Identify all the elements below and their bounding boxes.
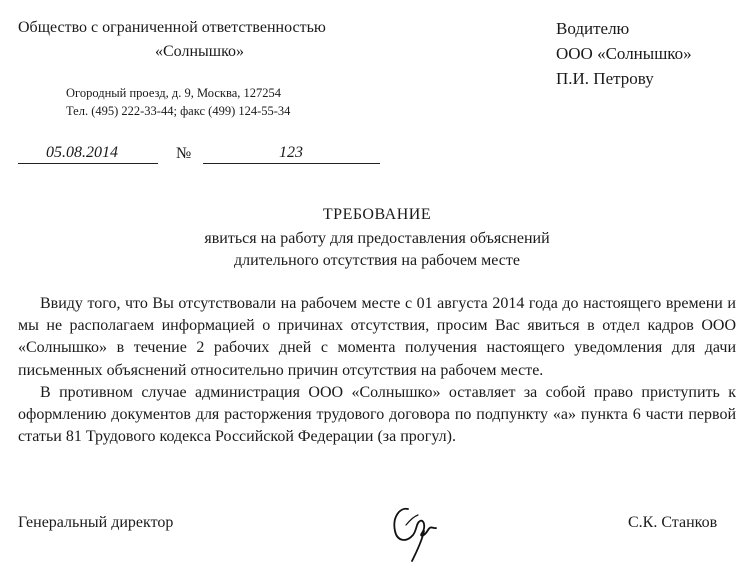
document-title: ТРЕБОВАНИЕ <box>322 206 432 223</box>
document-subtitle-line1: явиться на работу для предоставления объяснений <box>204 230 550 247</box>
document-body <box>18 293 736 448</box>
body-paragraph: Ввиду того, что Вы отсутствовали на рабочем месте с 01 августа 2014 года до настоящего времени и мы не располагаем информацией о причинах отсутствия, просим Вас явиться в отдел кадров ООО «Солнышко» в течение 2 рабочих дней с момента получения настоящего уведомления для дачи письменных объяснений относительно причин отсутствия на рабочем месте. <box>18 295 736 379</box>
document-date: 05.08.2014 <box>46 144 118 161</box>
document-date-field <box>18 144 158 164</box>
body-paragraph: В противном случае администрация ООО «Солнышко» оставляет за собой право приступить к оформлению документов для расторжения трудового договора по подпункту «а» пункта 6 части первой статьи 81 Трудового кодекса Российской Федерации (за прогул). <box>18 383 736 446</box>
organization-short-name: «Солнышко» <box>155 43 245 60</box>
signer-name: С.К. Станков <box>628 514 718 531</box>
addressee-company: ООО «Солнышко» <box>556 44 692 63</box>
number-sign: № <box>176 145 192 162</box>
document-number: 123 <box>279 144 303 161</box>
signer-role: Генеральный директор <box>18 514 174 531</box>
organization-name: Общество с ограниченной ответственностью <box>18 19 326 36</box>
handwritten-signature <box>386 497 446 567</box>
organization-address: Огородный проезд, д. 9, Москва, 127254 <box>66 86 281 100</box>
addressee-name: П.И. Петрову <box>556 69 654 88</box>
organization-contacts: Тел. (495) 222-33-44; факс (499) 124-55-34 <box>66 104 291 118</box>
addressee-position: Водителю <box>556 19 630 38</box>
document-number-field <box>203 144 380 164</box>
document-subtitle-line2: длительного отсутствия на рабочем месте <box>234 252 520 269</box>
